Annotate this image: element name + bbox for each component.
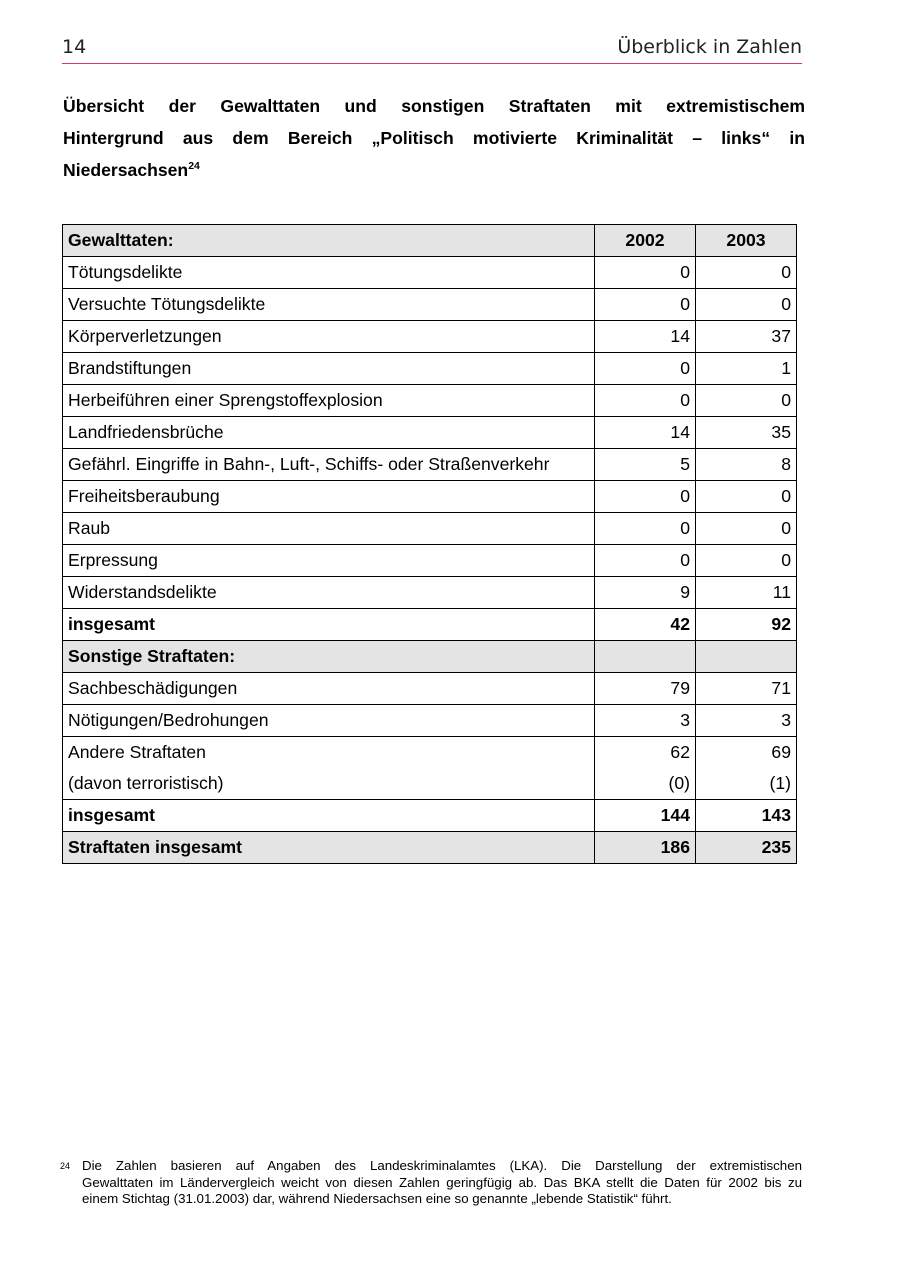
- value-2003: 71: [696, 673, 797, 705]
- value-2003: 235: [696, 832, 797, 864]
- row-label: Körperverletzungen: [63, 321, 595, 353]
- value-2003: 8: [696, 449, 797, 481]
- value-2003: 0: [696, 385, 797, 417]
- value-2002: 79: [595, 673, 696, 705]
- value-2003: 1: [696, 353, 797, 385]
- title-line-text: Niedersachsen: [63, 160, 189, 180]
- table-row: [63, 449, 797, 481]
- value-2003: 0: [696, 481, 797, 513]
- value-2002: 0: [595, 353, 696, 385]
- footnote-line: Gewalttaten im Ländervergleich weicht von diesen Zahlen geringfügig ab. Das BKA stellt die Daten für 2002 bis zu: [82, 1174, 802, 1190]
- table-header-row: [63, 225, 797, 257]
- value-2002: 5: [595, 449, 696, 481]
- running-title: Überblick in Zahlen: [617, 36, 802, 58]
- row-label: Tötungsdelikte: [63, 257, 595, 289]
- row-label: insgesamt: [63, 609, 595, 641]
- value-2003: [696, 737, 797, 800]
- table-row: [63, 257, 797, 289]
- footnote-text: [82, 1158, 802, 1208]
- value-sub: (0): [668, 773, 690, 793]
- value-2003: 0: [696, 257, 797, 289]
- value-2003: 0: [696, 289, 797, 321]
- row-label: Gefährl. Eingriffe in Bahn-, Luft-, Schiffs- oder Straßenverkehr: [63, 449, 595, 481]
- crime-statistics-table: [62, 224, 797, 864]
- empty-cell: [696, 641, 797, 673]
- value-2002: 0: [595, 513, 696, 545]
- table-row: [63, 321, 797, 353]
- row-label: Straftaten insgesamt: [63, 832, 595, 864]
- other-total-row: [63, 800, 797, 832]
- title-line: Hintergrund aus dem Bereich „Politisch motivierte Kriminalität – links“ in: [63, 128, 805, 148]
- value-2002: 14: [595, 321, 696, 353]
- value-sub: (1): [769, 773, 791, 793]
- value-2002: 0: [595, 257, 696, 289]
- title-line: Übersicht der Gewalttaten und sonstigen Straftaten mit extremistischem: [63, 96, 805, 116]
- value-2002: 14: [595, 417, 696, 449]
- row-label: [63, 737, 595, 800]
- value-2003: 92: [696, 609, 797, 641]
- violent-crimes-body: [63, 257, 797, 609]
- row-label: Freiheitsberaubung: [63, 481, 595, 513]
- row-label: Brandstiftungen: [63, 353, 595, 385]
- page-number: 14: [62, 36, 87, 58]
- table-row: [63, 513, 797, 545]
- row-label: Sonstige Straftaten:: [63, 641, 595, 673]
- value-2002: 0: [595, 545, 696, 577]
- row-label: Sachbeschädigungen: [63, 673, 595, 705]
- header-year-2003: 2003: [696, 225, 797, 257]
- table-row: [63, 417, 797, 449]
- footnote-line: Die Zahlen basieren auf Angaben des Landeskriminalamtes (LKA). Die Darstellung der extremistischen: [82, 1158, 802, 1173]
- value-2003: 0: [696, 513, 797, 545]
- other-combined-row: [63, 737, 797, 800]
- table-row: [63, 385, 797, 417]
- row-label: insgesamt: [63, 800, 595, 832]
- value-2003: 35: [696, 417, 797, 449]
- value-2003: 3: [696, 705, 797, 737]
- header-rule: [62, 63, 802, 64]
- empty-cell: [595, 641, 696, 673]
- row-label: Landfriedensbrüche: [63, 417, 595, 449]
- title-line-last: [63, 154, 805, 186]
- value-2003: 37: [696, 321, 797, 353]
- footnote-line: einem Stichtag (31.01.2003) dar, während Niedersachsen eine so genannte „lebende Statistik“ führt.: [82, 1191, 672, 1206]
- row-label-sub: (davon terroristisch): [68, 773, 224, 793]
- row-label: Raub: [63, 513, 595, 545]
- value-2003: 11: [696, 577, 797, 609]
- value-2002: [595, 737, 696, 800]
- value-2002: 42: [595, 609, 696, 641]
- row-label: Herbeiführen einer Sprengstoffexplosion: [63, 385, 595, 417]
- table-row: [63, 545, 797, 577]
- value-2002: 9: [595, 577, 696, 609]
- page-header: [62, 34, 802, 64]
- value-main: 62: [670, 742, 690, 762]
- table-row: [63, 289, 797, 321]
- table-row: [63, 673, 797, 705]
- other-crimes-header-row: [63, 641, 797, 673]
- header-year-2002: 2002: [595, 225, 696, 257]
- row-label: Versuchte Tötungsdelikte: [63, 289, 595, 321]
- other-crimes-body: [63, 673, 797, 737]
- value-main: 69: [771, 742, 791, 762]
- value-2002: 186: [595, 832, 696, 864]
- section-title: [63, 90, 805, 186]
- row-label: Widerstandsdelikte: [63, 577, 595, 609]
- footnote-reference: 24: [188, 160, 200, 173]
- row-label-main: Andere Straftaten: [68, 742, 206, 762]
- value-2002: 0: [595, 289, 696, 321]
- table-row: [63, 577, 797, 609]
- value-2003: 0: [696, 545, 797, 577]
- value-2003: 143: [696, 800, 797, 832]
- header-label: Gewalttaten:: [63, 225, 595, 257]
- violent-total-row: [63, 609, 797, 641]
- value-2002: 144: [595, 800, 696, 832]
- table-row: [63, 353, 797, 385]
- footnote-mark: 24: [60, 1161, 71, 1171]
- value-2002: 0: [595, 385, 696, 417]
- value-2002: 0: [595, 481, 696, 513]
- value-2002: 3: [595, 705, 696, 737]
- table-row: [63, 481, 797, 513]
- row-label: Erpressung: [63, 545, 595, 577]
- row-label: Nötigungen/Bedrohungen: [63, 705, 595, 737]
- grand-total-row: [63, 832, 797, 864]
- table-row: [63, 705, 797, 737]
